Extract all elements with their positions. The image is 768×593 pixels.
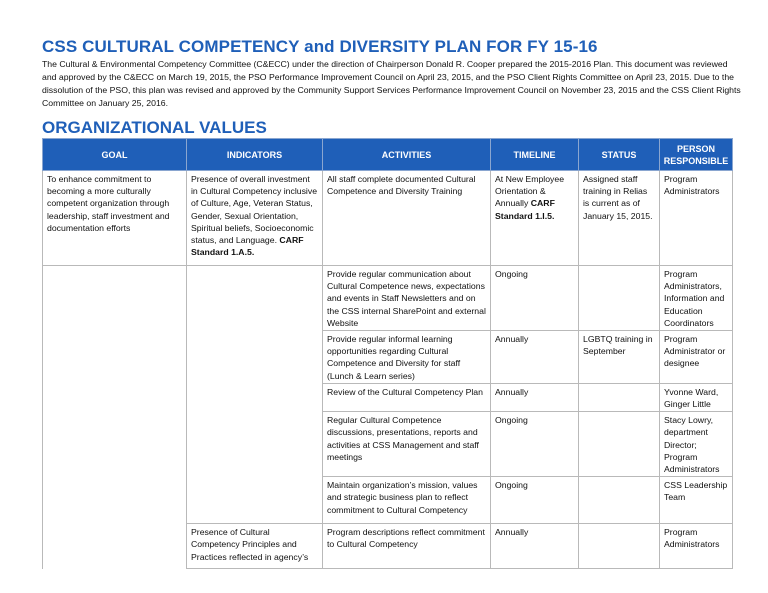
- timeline-cell: [491, 524, 579, 569]
- person-text: Stacy Lowry, department Director; Program Administrators: [664, 415, 720, 475]
- table-row: [43, 477, 733, 524]
- timeline-cell: [491, 171, 579, 266]
- timeline-text: Ongoing: [495, 480, 528, 491]
- document-title: CSS CULTURAL COMPETENCY and DIVERSITY PLAN FOR FY 15-16: [42, 37, 598, 56]
- status-cell: [579, 331, 660, 384]
- goal-text: To enhance commitment to becoming a more culturally competent organization through leadership, staff investment and documentation efforts: [47, 174, 170, 233]
- activity-text: Provide regular informal learning opportunities regarding Cultural Competence and Diversity for staff (Lunch & Learn series): [327, 334, 461, 381]
- status-cell: [579, 412, 660, 477]
- table-row: [43, 524, 733, 569]
- header-status: STATUS: [579, 139, 660, 171]
- timeline-cell: [491, 477, 579, 524]
- header-indicators: INDICATORS: [187, 139, 323, 171]
- person-cell: [660, 266, 733, 331]
- timeline-cell: [491, 331, 579, 384]
- status-text: Assigned staff training in Relias is current as of January 15, 2015.: [583, 174, 653, 221]
- activity-cell: [323, 524, 491, 569]
- indicator-text: Presence of overall investment in Cultural Competency inclusive of Culture, Age, Veteran Status, Gender, Sexual Orientation, Spiritual beliefs, Socioeconomic status, and Language.: [191, 174, 318, 246]
- indicator-standard: CARF Standard 1.A.5.: [191, 235, 304, 258]
- indicator-cell: [187, 331, 323, 384]
- goal-cell: [43, 383, 187, 411]
- person-cell: [660, 171, 733, 266]
- person-text: CSS Leadership Team: [664, 480, 728, 503]
- activity-text: Regular Cultural Competence discussions, presentations, reports and activities at CSS Management and staff meetings: [327, 415, 479, 462]
- timeline-cell: [491, 383, 579, 411]
- activity-cell: [323, 331, 491, 384]
- table-row: [43, 331, 733, 384]
- status-text: LGBTQ training in September: [583, 334, 653, 357]
- timeline-text: Annually: [495, 334, 529, 345]
- table-row: [43, 171, 733, 266]
- indicator-cell: [187, 477, 323, 524]
- status-cell: [579, 477, 660, 524]
- person-cell: [660, 331, 733, 384]
- timeline-text: Annually: [495, 527, 529, 538]
- status-cell: [579, 266, 660, 331]
- header-goal: GOAL: [43, 139, 187, 171]
- person-text: Yvonne Ward, Ginger Little: [664, 386, 719, 410]
- timeline-cell: [491, 266, 579, 331]
- timeline-standard: CARF Standard 1.I.5.: [495, 198, 555, 221]
- values-table: [42, 138, 733, 569]
- person-cell: [660, 524, 733, 569]
- table-row: [43, 266, 733, 331]
- activity-cell: [323, 477, 491, 524]
- intro-paragraph: The Cultural & Environmental Competency Committee (C&ECC) under the direction of Chairperson Donald R. Cooper prepared the 2015-2016 Plan. This document was reviewed and approved by the C&ECC on March 19, 2015, the PSO Performance Improvement Council on April 23, 2015, and the PSO Client Rights Committee on April 23, 2015. Due to the dissolution of the PSO, this plan was revised and approved by the Community Support Services Performance Improvement Council on November 23, 2015 and the CSS Client Rights Committee on January 25, 2016.: [42, 59, 741, 108]
- activity-text: Program descriptions reflect commitment to Cultural Competency: [327, 527, 485, 550]
- indicator-cell: [187, 266, 323, 331]
- person-cell: [660, 477, 733, 524]
- timeline-text: Ongoing: [495, 269, 528, 279]
- status-cell: [579, 383, 660, 411]
- activity-text: Provide regular communication about Cultural Competence news, expectations and events in Staff Newsletters and on the CSS internal SharePoint and external Website: [327, 269, 486, 328]
- indicator-cell: [187, 383, 323, 411]
- header-timeline: TIMELINE: [491, 139, 579, 171]
- section-title: ORGANIZATIONAL VALUES: [42, 118, 267, 137]
- goal-cell: [43, 331, 187, 384]
- goal-cell: [43, 266, 187, 331]
- goal-cell: [43, 412, 187, 477]
- indicator-cell: [187, 524, 323, 569]
- header-activities: ACTIVITIES: [323, 139, 491, 171]
- activity-text: Maintain organization’s mission, values and strategic business plan to reflect commitment to Cultural Competency: [327, 480, 478, 515]
- goal-cell: [43, 524, 187, 569]
- activity-cell: [323, 383, 491, 411]
- timeline-cell: [491, 412, 579, 477]
- person-text: Program Administrator or designee: [664, 334, 726, 369]
- status-cell: [579, 171, 660, 266]
- timeline-text: Annually: [495, 386, 529, 397]
- header-person: PERSON RESPONSIBLE: [660, 139, 733, 171]
- activity-cell: [323, 412, 491, 477]
- activity-cell: [323, 266, 491, 331]
- person-cell: [660, 383, 733, 411]
- person-text: Program Administrators: [664, 527, 720, 550]
- activity-text: Review of the Cultural Competency Plan: [327, 386, 483, 397]
- table-header-row: [43, 139, 733, 171]
- indicator-cell: [187, 412, 323, 477]
- indicator-cell: [187, 171, 323, 266]
- activity-cell: [323, 171, 491, 266]
- goal-cell: [43, 171, 187, 266]
- goal-cell: [43, 477, 187, 524]
- person-cell: [660, 412, 733, 477]
- timeline-text: Ongoing: [495, 415, 528, 426]
- person-text: Program Administrators, Information and Education Coordinators: [664, 269, 725, 328]
- activity-text: All staff complete documented Cultural Competence and Diversity Training: [327, 174, 476, 197]
- person-text: Program Administrators: [664, 174, 720, 197]
- table-row: [43, 412, 733, 477]
- timeline-text: At New Employee Orientation & Annually: [495, 174, 565, 209]
- indicator-text: Presence of Cultural Competency Principles and Practices reflected in agency’s: [191, 527, 309, 562]
- table-row: [43, 383, 733, 411]
- status-cell: [579, 524, 660, 569]
